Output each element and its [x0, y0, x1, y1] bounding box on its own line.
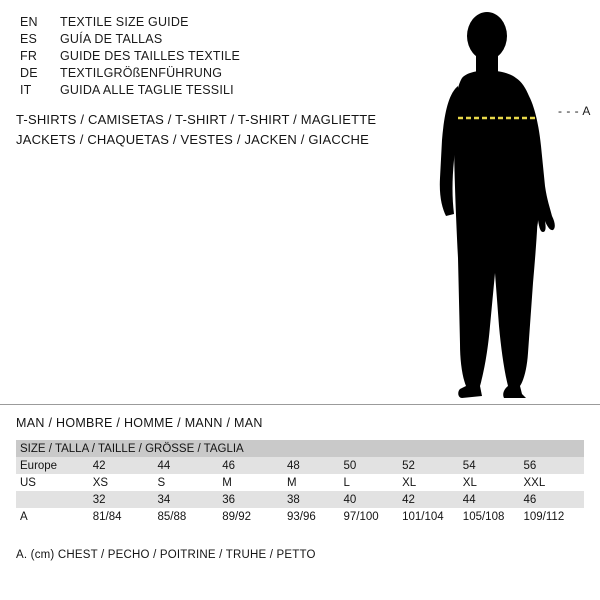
- cell: M: [222, 474, 287, 491]
- cell: XXL: [524, 474, 585, 491]
- language-code: ES: [20, 32, 38, 46]
- language-row: [20, 82, 380, 99]
- table-header-label: SIZE / TALLA / TAILLE / GRÖSSE / TAGLIA: [16, 440, 287, 457]
- cell: L: [343, 474, 402, 491]
- language-list: [20, 14, 380, 99]
- language-code: IT: [20, 83, 32, 97]
- table-row: [16, 508, 584, 525]
- cell: 46: [222, 457, 287, 474]
- cell: 42: [93, 457, 158, 474]
- cell: 34: [158, 491, 223, 508]
- language-code: EN: [20, 15, 38, 29]
- cell: XL: [402, 474, 463, 491]
- cell: 93/96: [287, 508, 344, 525]
- table-footnote: A. (cm) CHEST / PECHO / POITRINE / TRUHE / PETTO: [16, 549, 316, 561]
- body-figure: [400, 8, 600, 408]
- cell: 32: [93, 491, 158, 508]
- cell: M: [287, 474, 344, 491]
- table-row: [16, 457, 584, 474]
- cell: 52: [402, 457, 463, 474]
- body-silhouette-icon: [400, 8, 600, 408]
- measure-point-label-a: [558, 104, 591, 118]
- language-text: GUIDE DES TAILLES TEXTILE: [60, 49, 241, 63]
- cell: 40: [343, 491, 402, 508]
- row-label: Europe: [16, 457, 93, 474]
- table-header-row: [16, 440, 584, 457]
- cell: 56: [524, 457, 585, 474]
- cell: 54: [463, 457, 524, 474]
- row-label: A: [16, 508, 93, 525]
- table-row: [16, 474, 584, 491]
- category-line-tshirts: T-SHIRTS / CAMISETAS / T-SHIRT / T-SHIRT / MAGLIETTE: [16, 112, 377, 127]
- cell: 38: [287, 491, 344, 508]
- language-text: TEXTILE SIZE GUIDE: [60, 15, 189, 29]
- measure-dashes: - - -: [558, 104, 580, 118]
- cell: 44: [463, 491, 524, 508]
- language-row: [20, 14, 380, 31]
- language-code: DE: [20, 66, 38, 80]
- language-row: [20, 65, 380, 82]
- language-row: [20, 31, 380, 48]
- cell: 85/88: [158, 508, 223, 525]
- cell: 50: [343, 457, 402, 474]
- cell: 109/112: [524, 508, 585, 525]
- cell: 89/92: [222, 508, 287, 525]
- table-top-divider: [0, 404, 600, 405]
- category-line-jackets: JACKETS / CHAQUETAS / VESTES / JACKEN / GIACCHE: [16, 132, 370, 147]
- language-text: GUIDA ALLE TAGLIE TESSILI: [60, 83, 234, 97]
- cell: 97/100: [343, 508, 402, 525]
- language-text: TEXTILGRÖßENFÜHRUNG: [60, 66, 223, 80]
- cell: 105/108: [463, 508, 524, 525]
- category-list: [16, 110, 416, 150]
- cell: 42: [402, 491, 463, 508]
- row-label: US: [16, 474, 93, 491]
- cell: 36: [222, 491, 287, 508]
- cell: 81/84: [93, 508, 158, 525]
- table-row: [16, 491, 584, 508]
- language-code: FR: [20, 49, 38, 63]
- table-group-title: MAN / HOMBRE / HOMME / MANN / MAN: [16, 416, 263, 430]
- language-row: [20, 48, 380, 65]
- cell: 48: [287, 457, 344, 474]
- cell: XL: [463, 474, 524, 491]
- language-text: GUÍA DE TALLAS: [60, 32, 163, 46]
- cell: XS: [93, 474, 158, 491]
- cell: 101/104: [402, 508, 463, 525]
- measure-letter: A: [582, 104, 591, 118]
- cell: 44: [158, 457, 223, 474]
- cell: 46: [524, 491, 585, 508]
- cell: S: [158, 474, 223, 491]
- size-table: [16, 440, 584, 525]
- row-label: [16, 491, 93, 508]
